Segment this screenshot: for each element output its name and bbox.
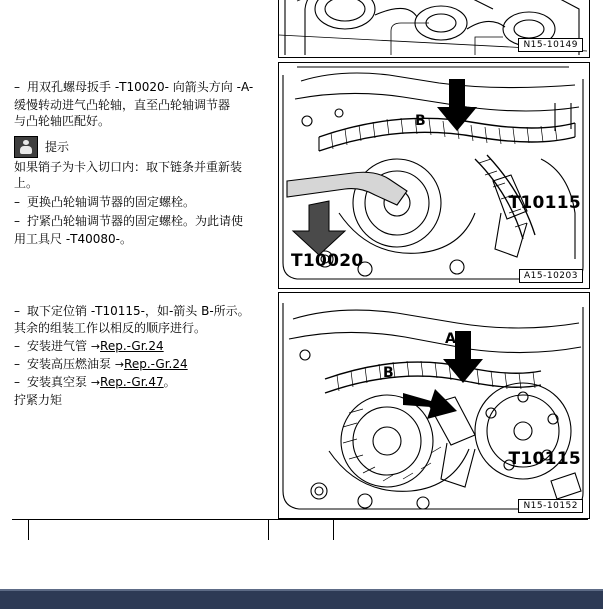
table-divider-left [28, 519, 29, 540]
step-item-2 [14, 195, 266, 210]
cross-reference-link[interactable]: Rep.-Gr.24 [100, 339, 164, 353]
figure-middle-label-t10020: T10020 [291, 251, 364, 271]
figure-top [278, 0, 590, 58]
figure-bottom-label-a: A [445, 331, 456, 347]
table-divider-right [333, 519, 334, 540]
note-line-1: 如果销子为卡入切口内：取下链条并重新装 [14, 160, 243, 174]
cross-reference-link[interactable]: Rep.-Gr.24 [124, 357, 188, 371]
step-6-prefix: 安装高压燃油泵 [27, 357, 115, 371]
step-5-text [27, 339, 266, 354]
bullet-dash: – [14, 214, 20, 228]
step-item-1 [14, 80, 266, 96]
arrow-right-icon: → [90, 340, 101, 353]
figure-code-label: N15-10149 [518, 38, 583, 52]
step-1-line-2: 缓慢转动进气凸轮轴，直至凸轮轴调节器 [14, 98, 231, 112]
figure-code-label: N15-10152 [518, 499, 583, 513]
step-1-text: 用双孔螺母扳手 -T10020- 向箭头方向 -A- [27, 80, 254, 94]
step-1-line-3: 与凸轮轴匹配好。 [14, 114, 111, 128]
step-7-text [27, 375, 266, 390]
bullet-dash: – [14, 339, 20, 353]
step-2-text: 更换凸轮轴调节器的固定螺栓。 [27, 195, 196, 209]
note-line-2: 上。 [14, 176, 39, 190]
arrow-right-icon: → [90, 376, 101, 389]
figure-middle [278, 62, 590, 289]
step-4-text: 取下定位销 -T10115-，如-箭头 B-所示。 [27, 304, 250, 318]
torque-heading: 拧紧力矩 [14, 393, 63, 407]
arrow-right-icon: → [114, 358, 125, 371]
step-5-prefix: 安装进气管 [27, 339, 91, 353]
cross-reference-link[interactable]: Rep.-Gr.47 [100, 375, 164, 389]
step-3-text: 拧紧凸轮轴调节器的固定螺栓。为此请使 [27, 214, 244, 228]
instruction-text-column [14, 80, 266, 409]
engine-illustration-bottom [279, 293, 587, 516]
table-divider-middle [268, 519, 269, 540]
bullet-dash: – [14, 80, 20, 94]
step-item-3 [14, 214, 266, 230]
info-person-icon [14, 136, 38, 158]
bullet-dash: – [14, 195, 20, 209]
step-item-7 [14, 375, 266, 390]
figure-bottom-label-t10115: T10115 [508, 449, 581, 469]
figure-bottom [278, 292, 590, 519]
note-block [14, 136, 266, 158]
figure-bottom-label-b: B [383, 365, 394, 381]
torque-table-frame [28, 519, 334, 540]
step-6-text [27, 357, 266, 372]
bullet-dash: – [14, 357, 20, 371]
footer-bar [0, 591, 603, 609]
step-4-followup: 其余的组装工作以相反的顺序进行。 [14, 321, 207, 335]
step-item-6 [14, 357, 266, 372]
step-item-4 [14, 304, 266, 319]
bullet-dash: – [14, 375, 20, 389]
note-label: 提示 [45, 139, 70, 154]
figure-middle-label-b: B [415, 113, 426, 129]
step-item-5 [14, 339, 266, 354]
step-7-suffix: 。 [163, 375, 176, 389]
step-7-prefix: 安装真空泵 [27, 375, 91, 389]
bullet-dash: – [14, 304, 20, 318]
figure-code-label: A15-10203 [519, 269, 583, 283]
column-spacer [14, 248, 266, 304]
step-3-line-2: 用工具尺 -T40080-。 [14, 232, 132, 246]
figure-middle-label-t10115: T10115 [508, 193, 581, 213]
